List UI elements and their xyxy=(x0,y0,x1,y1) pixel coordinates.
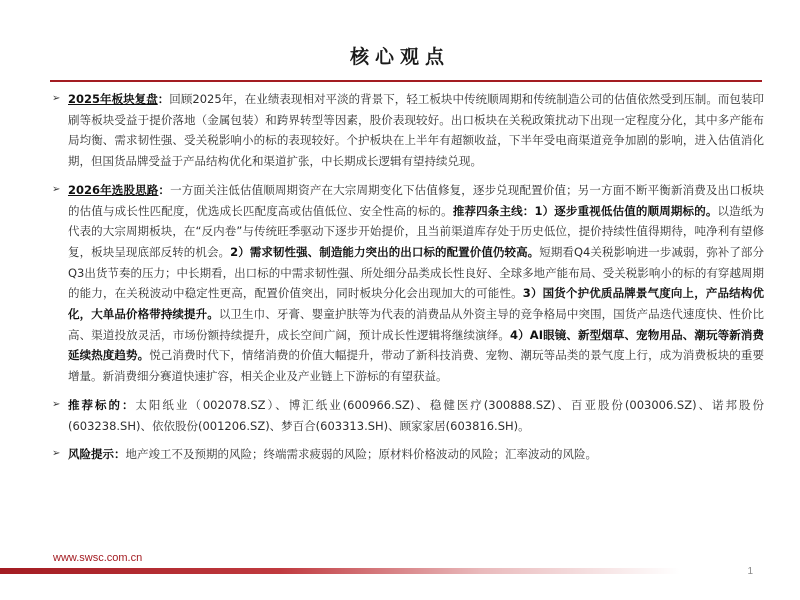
section-recommendations xyxy=(52,395,764,436)
section-text: 地产竣工不及预期的风险；终端需求疲弱的风险；原材料价格波动的风险；汇率波动的风险。 xyxy=(125,447,597,462)
footer-website[interactable]: www.swsc.com.cn xyxy=(53,552,143,564)
core-views-body xyxy=(52,89,764,473)
highlight-mainline-2: 2）需求韧性强、制造能力突出的出口标的配置价值仍较高。 xyxy=(230,244,540,259)
section-text: 太阳纸业（002078.SZ）、博汇纸业(600966.SZ)、稳健医疗(300888.SZ)、百亚股份(003006.SZ)、诺邦股份(603238.SH)、依依股份(001206.SZ)、梦百合(603313.SH)、顾家家居(603816.SH)。 xyxy=(68,397,765,433)
highlight-mainline-3: 3）国货个护优质品牌景气度向上，产品结构优化，大单品价格带持续提升。 xyxy=(68,286,765,322)
page-number: 1 xyxy=(747,566,753,577)
section-text: 回顾2025年，在业绩表现相对平淡的背景下，轻工板块中传统顺周期和传统制造公司的估值依然受到压制。而包装印刷等板块受益于提价落地（金属包装）和跨界转型等因素，股价表现较好。出口板块在关税政策扰动下出现一定程度分化，其中多产能布局均衡、需求韧性强、受关税影响小的标的表现较好。个护板块在上半年有超额收益，下半年受电商渠道竞争加剧的影响，进入估值消化期，但国货品牌受益于产品结构优化和渠道扩张，中长期成长逻辑有望持续兑现。 xyxy=(68,92,764,169)
highlight-mainline-4: 4）AI眼镜、新型烟草、宠物用品、潮玩等新消费延续热度趋势。 xyxy=(68,327,764,363)
arrow-bullet-icon: ➢ xyxy=(52,398,61,410)
section-risk xyxy=(52,444,764,465)
heading-colon: ： xyxy=(121,397,136,412)
section-text: 以卫生巾、牙膏、婴童护肤等为代表的消费品从外资主导的竞争格局中突围，国货产品迭代速度快、性价比高、渠道投放灵活，市场份额持续提升，成长空间广阔，预计成长性逻辑将继续演绎。 xyxy=(68,307,765,342)
arrow-bullet-icon: ➢ xyxy=(52,93,61,104)
heading-colon: ： xyxy=(157,92,170,106)
section-heading: 2025年板块复盘 xyxy=(68,92,158,106)
section-2026-strategy xyxy=(52,180,764,387)
section-text: 悦己消费时代下，情绪消费的价值大幅提升，带动了新科技消费、宠物、潮玩等品类的景气度上行，成为消费板块的重要增量。新消费细分赛道快速扩容，相关企业及产业链上下游标的有望获益。 xyxy=(68,348,765,384)
section-text: 一方面关注低估值顺周期资产在大宗周期变化下估值修复，逐步兑现配置价值；另一方面不断平衡新消费及出口板块的估值与成长性匹配度，优选成长匹配度高或估值低位、安全性高的标的。 xyxy=(68,182,764,218)
section-heading: 2026年选股思路 xyxy=(68,182,159,197)
heading-colon: ： xyxy=(114,447,126,462)
arrow-bullet-icon: ➢ xyxy=(52,448,61,460)
page-title: 核心观点 xyxy=(349,46,450,68)
section-text: 短期看Q4关税影响进一步减弱，弥补了部分Q3出货节奏的压力；中长期看，出口标的中需求韧性强、所处细分品类成长性良好、全球多地产能布局、受关税影响小的标的有穿越周期的能力，在关税波动中稳定性更高，配置价值突出，同时板块分化会出现加大的可能性。 xyxy=(68,244,765,301)
arrow-bullet-icon: ➢ xyxy=(52,183,61,195)
section-heading: 风险提示 xyxy=(68,447,114,462)
title-divider xyxy=(50,80,762,82)
highlight-mainline-1: 推荐四条主线：1）逐步重视低估值的顺周期标的。 xyxy=(452,203,718,218)
heading-colon: ： xyxy=(158,182,171,197)
footer-divider xyxy=(0,568,800,574)
section-text: 以造纸为代表的大宗周期板块，在“反内卷”与传统旺季驱动下逐步开始提价，且当前渠道库存处于历史低位，提价持续性值得期待，吨净利有望修复，板块呈现底部反转的机会。 xyxy=(68,203,764,259)
section-2025-review xyxy=(52,89,764,172)
section-heading: 推荐标的 xyxy=(68,397,122,412)
